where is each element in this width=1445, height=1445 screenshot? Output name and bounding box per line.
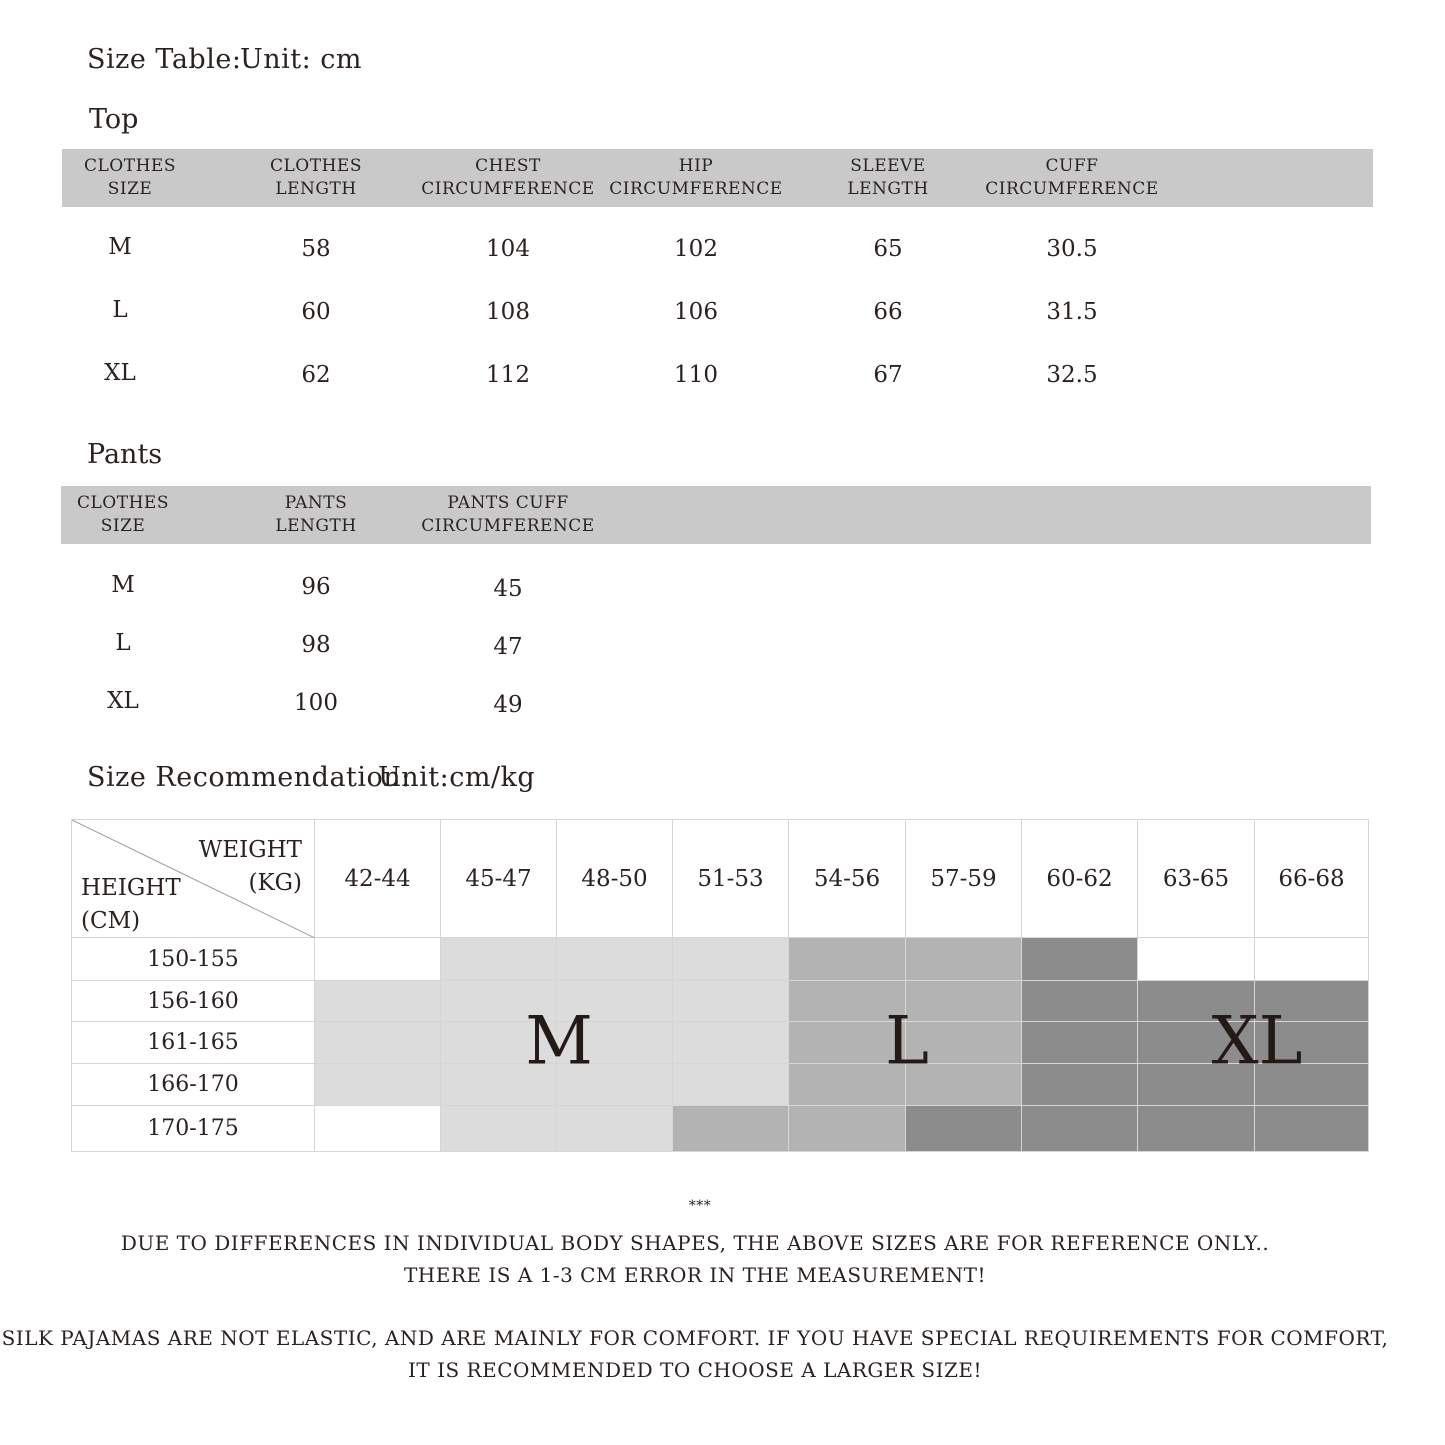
size-cell <box>1022 938 1138 981</box>
weight-header: 54-56 <box>789 819 906 938</box>
size-cell <box>1138 1106 1255 1152</box>
table-cell: 106 <box>674 299 718 325</box>
table-cell: XL <box>107 688 139 714</box>
table-cell: 104 <box>486 236 530 262</box>
top-col-cuff: CUFF CIRCUMFERENCE <box>985 156 1159 199</box>
stars-divider: *** <box>688 1198 712 1214</box>
height-header: 170-175 <box>71 1106 315 1152</box>
table-cell: 45 <box>493 576 523 602</box>
height-header: 150-155 <box>71 938 315 981</box>
table-cell: 100 <box>294 690 338 716</box>
pants-col-length: PANTS LENGTH <box>275 493 357 536</box>
weight-header: 66-68 <box>1255 819 1369 938</box>
size-cell <box>789 1106 906 1152</box>
size-cell <box>1022 1106 1138 1152</box>
weight-header: 42-44 <box>315 819 441 938</box>
pants-col-size: CLOTHES SIZE <box>77 493 169 536</box>
corner-cell <box>71 819 315 938</box>
size-cell <box>906 938 1022 981</box>
table-cell: M <box>111 572 135 598</box>
unit-label: Unit: cm <box>240 44 363 75</box>
weight-header: 63-65 <box>1138 819 1255 938</box>
table-cell: 110 <box>674 362 718 388</box>
table-cell: 67 <box>873 362 903 388</box>
page-title: Size Table: <box>87 44 242 75</box>
size-cell <box>1022 981 1138 1022</box>
table-cell: 66 <box>873 299 903 325</box>
table-cell: 60 <box>301 299 331 325</box>
size-cell <box>1255 1106 1369 1152</box>
size-cell <box>557 938 673 981</box>
top-section-title: Top <box>89 104 139 135</box>
top-col-length: CLOTHES LENGTH <box>270 156 362 199</box>
table-cell: 62 <box>301 362 331 388</box>
size-cell <box>441 938 557 981</box>
table-cell: 49 <box>493 692 523 718</box>
weight-header: 51-53 <box>673 819 789 938</box>
size-m-label: M <box>525 1002 593 1080</box>
table-cell: 32.5 <box>1046 362 1098 388</box>
weight-header: 57-59 <box>906 819 1022 938</box>
size-xl-label: XL <box>1211 1002 1303 1080</box>
size-cell <box>1022 1064 1138 1106</box>
weight-header: 45-47 <box>441 819 557 938</box>
size-cell <box>1255 938 1369 981</box>
size-cell <box>315 938 441 981</box>
table-cell: 30.5 <box>1046 236 1098 262</box>
note-line-4: IT IS RECOMMENDED TO CHOOSE A LARGER SIZE! <box>408 1358 982 1382</box>
weight-header: 60-62 <box>1022 819 1138 938</box>
size-cell <box>441 1106 557 1152</box>
size-cell <box>1022 1022 1138 1064</box>
recommendation-title: Size Recommendation: <box>87 762 411 793</box>
pants-section-title: Pants <box>87 439 163 470</box>
size-cell <box>557 1106 673 1152</box>
height-header: 161-165 <box>71 1022 315 1064</box>
table-cell: 58 <box>301 236 331 262</box>
table-cell: 65 <box>873 236 903 262</box>
size-cell <box>673 1064 789 1106</box>
size-cell <box>673 938 789 981</box>
size-cell <box>906 1106 1022 1152</box>
top-col-hip: HIP CIRCUMFERENCE <box>609 156 783 199</box>
size-cell <box>315 1106 441 1152</box>
table-cell: 47 <box>493 634 523 660</box>
table-cell: L <box>112 297 128 323</box>
size-cell <box>315 1064 441 1106</box>
table-cell: 102 <box>674 236 718 262</box>
note-line-1: DUE TO DIFFERENCES IN INDIVIDUAL BODY SHAPES, THE ABOVE SIZES ARE FOR REFERENCE ONLY.. <box>120 1231 1270 1255</box>
size-cell <box>1138 938 1255 981</box>
size-cell <box>789 938 906 981</box>
table-cell: 108 <box>486 299 530 325</box>
height-header: 166-170 <box>71 1064 315 1106</box>
table-cell: XL <box>104 360 136 386</box>
note-line-2: THERE IS A 1-3 CM ERROR IN THE MEASUREMENT! <box>403 1263 987 1287</box>
recommendation-grid <box>71 819 1369 1152</box>
weight-header: 48-50 <box>557 819 673 938</box>
pants-col-cuff: PANTS CUFF CIRCUMFERENCE <box>421 493 595 536</box>
table-cell: 98 <box>301 632 331 658</box>
top-col-chest: CHEST CIRCUMFERENCE <box>421 156 595 199</box>
table-cell: 96 <box>301 574 331 600</box>
table-cell: 31.5 <box>1046 299 1098 325</box>
table-cell: M <box>108 234 132 260</box>
height-axis-label: HEIGHT (CM) <box>81 875 181 934</box>
size-cell <box>315 981 441 1022</box>
note-line-3: SILK PAJAMAS ARE NOT ELASTIC, AND ARE MAINLY FOR COMFORT. IF YOU HAVE SPECIAL REQUIREMENTS FOR COMFORT, <box>1 1326 1389 1350</box>
table-cell: L <box>115 630 131 656</box>
size-cell <box>673 981 789 1022</box>
weight-axis-label: WEIGHT (KG) <box>198 837 302 896</box>
size-cell <box>673 1022 789 1064</box>
top-col-size: CLOTHES SIZE <box>84 156 176 199</box>
table-cell: 112 <box>486 362 530 388</box>
size-l-label: L <box>885 1002 929 1080</box>
top-col-sleeve: SLEEVE LENGTH <box>847 156 929 199</box>
height-header: 156-160 <box>71 981 315 1022</box>
size-cell <box>315 1022 441 1064</box>
recommendation-unit: Unit:cm/kg <box>378 762 536 793</box>
size-cell <box>673 1106 789 1152</box>
